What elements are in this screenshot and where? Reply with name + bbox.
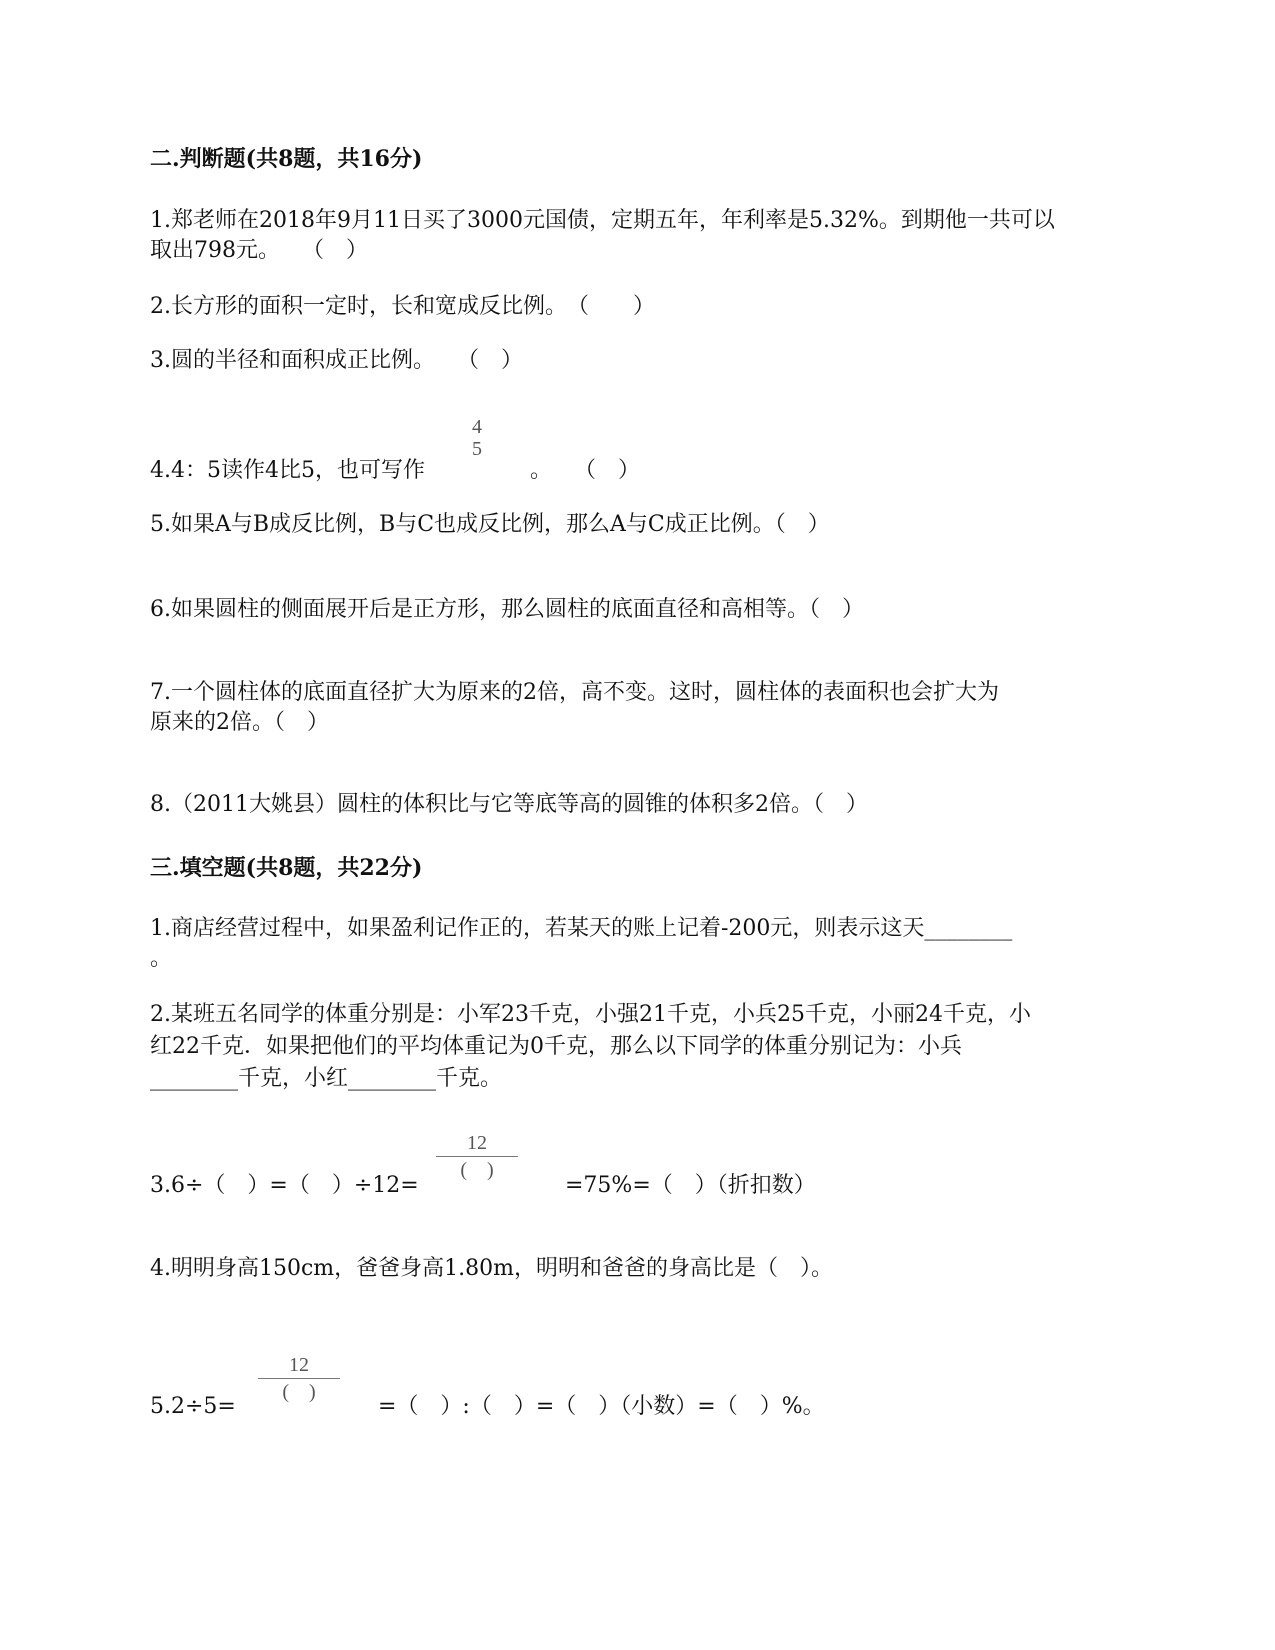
fraction-denominator: 5 (472, 438, 482, 460)
judge-q7-line1: 7.一个圆柱体的底面直径扩大为原来的2倍，高不变。这时，圆柱体的表面积也会扩大为 (150, 680, 999, 705)
judge-q1-line1: 1.郑老师在2018年9月11日买了3000元国债，定期五年，年利率是5.32%。到期他一共可以 (150, 208, 1055, 233)
section2-heading: 二.判断题(共8题，共16分) (150, 146, 423, 172)
judge-q6: 6.如果圆柱的侧面展开后是正方形，那么圆柱的底面直径和高相等。（ ） (150, 597, 864, 622)
judge-q2: 2.长方形的面积一定时，长和宽成反比例。 （ ） (150, 294, 655, 319)
judge-q4-fraction (464, 416, 490, 460)
judge-q3: 3.圆的半径和面积成正比例。 （ ） (150, 348, 523, 373)
judge-q4-text: 4.4：5读作4比5，也可写作 (150, 458, 425, 483)
fraction-numerator: 12 (467, 1132, 487, 1154)
fill-q2-line1: 2.某班五名同学的体重分别是：小军23千克，小强21千克，小兵25千克，小丽24千克，小 (150, 1002, 1031, 1027)
fill-q1-line1: 1.商店经营过程中，如果盈利记作正的，若某天的账上记着-200元，则表示这天________ (150, 916, 1013, 941)
fill-q4: 4.明明身高150cm，爸爸身高1.80m，明明和爸爸的身高比是（ ）。 (150, 1256, 834, 1281)
fraction-denominator: ( ) (282, 1381, 316, 1403)
fraction-bar (436, 1156, 518, 1157)
fill-q1-line2: 。 (150, 946, 173, 971)
section3-heading: 三.填空题(共8题，共22分) (150, 855, 423, 881)
fill-q5-tail: =（ ）:（ ）=（ ）（小数）=（ ）%。 (378, 1394, 825, 1419)
fill-q2-line2: 红22千克．如果把他们的平均体重记为0千克，那么以下同学的体重分别记为：小兵 (150, 1034, 962, 1059)
fill-q2-line3: ________千克，小红________千克。 (150, 1066, 503, 1091)
fraction-numerator: 4 (472, 416, 482, 438)
judge-q5: 5.如果A与B成反比例，B与C也成反比例，那么A与C成正比例。（ ） (150, 512, 830, 537)
fill-q5-text: 5.2÷5= (150, 1394, 236, 1419)
judge-q7-line2: 原来的2倍。（ ） (150, 710, 329, 735)
fraction-bar (258, 1378, 340, 1379)
judge-q1-line2: 取出798元。 （ ） (150, 238, 368, 263)
fill-q5-fraction (258, 1354, 340, 1403)
judge-q8: 8.（2011大姚县）圆柱的体积比与它等底等高的圆锥的体积多2倍。（ ） (150, 792, 868, 817)
judge-q4-tail: 。 （ ） (530, 458, 641, 483)
fraction-denominator: ( ) (460, 1159, 494, 1181)
fill-q3-fraction (436, 1132, 518, 1181)
fill-q3-tail: =75%=（ ）（折扣数） (565, 1173, 816, 1198)
fill-q3-text: 3.6÷（ ）=（ ）÷12= (150, 1173, 419, 1198)
fraction-numerator: 12 (289, 1354, 309, 1376)
